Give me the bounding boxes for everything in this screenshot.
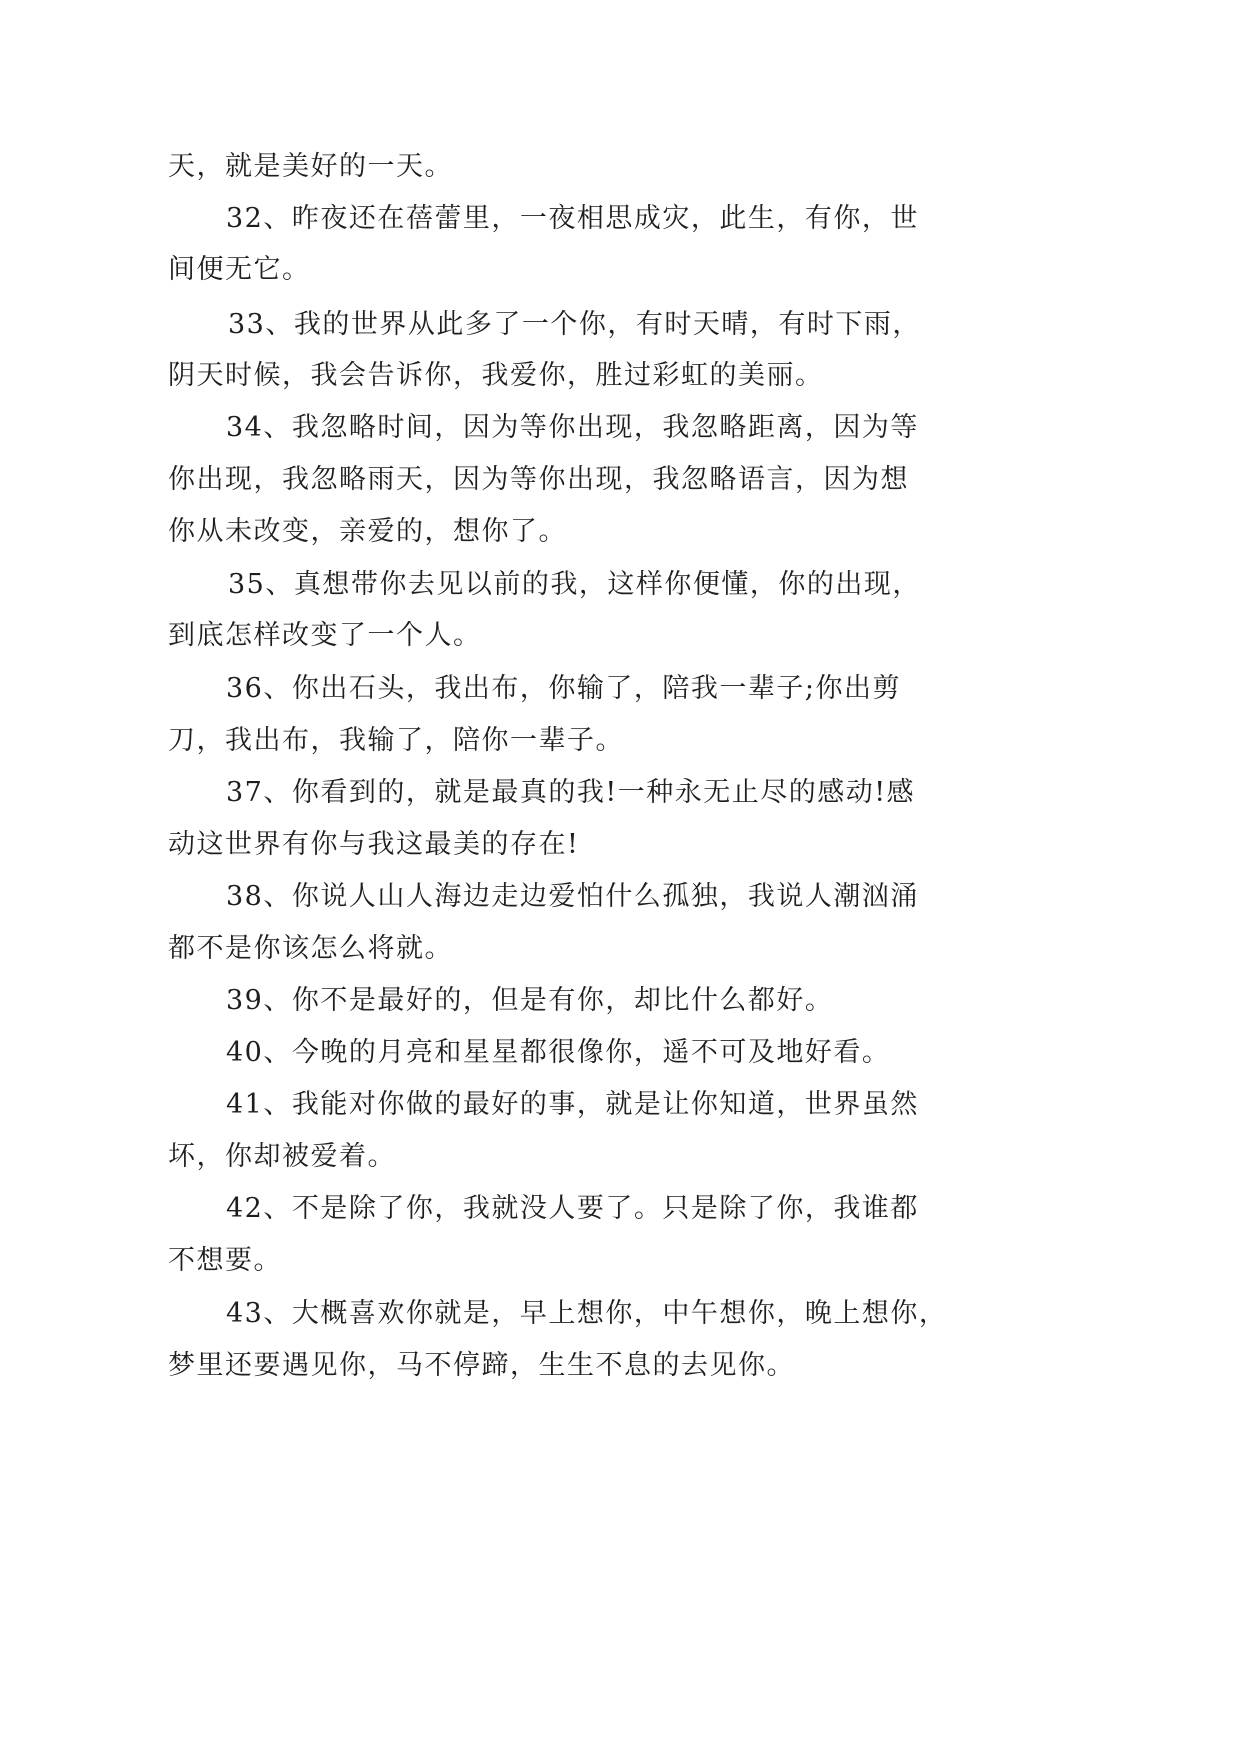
text-line: 阴天时候，我会告诉你，我爱你，胜过彩虹的美丽。 bbox=[168, 360, 824, 391]
text-line: 间便无它。 bbox=[168, 254, 311, 285]
text-line: 坏，你却被爱着。 bbox=[168, 1141, 396, 1172]
text-line: 刀，我出布，我输了，陪你一辈子。 bbox=[168, 725, 624, 756]
text-line: 39、你不是最好的，但是有你，却比什么都好。 bbox=[226, 985, 834, 1016]
text-line: 42、不是除了你，我就没人要了。只是除了你，我谁都 bbox=[226, 1193, 919, 1224]
text-line: 梦里还要遇见你，马不停蹄，生生不息的去见你。 bbox=[168, 1350, 795, 1381]
text-line: 32、昨夜还在蓓蕾里，一夜相思成灾，此生，有你，世 bbox=[226, 203, 919, 234]
text-line: 不想要。 bbox=[168, 1245, 282, 1276]
text-line: 36、你出石头，我出布，你输了，陪我一辈子;你出剪 bbox=[226, 673, 901, 704]
text-line: 41、我能对你做的最好的事，就是让你知道，世界虽然 bbox=[226, 1089, 919, 1120]
text-line: 你出现，我忽略雨天，因为等你出现，我忽略语言，因为想 bbox=[168, 464, 909, 495]
text-line: 到底怎样改变了一个人。 bbox=[168, 620, 482, 651]
text-line: 37、你看到的，就是最真的我!一种永无止尽的感动!感 bbox=[226, 777, 916, 808]
text-line: 38、你说人山人海边走边爱怕什么孤独，我说人潮汹涌 bbox=[226, 881, 919, 912]
text-line: 动这世界有你与我这最美的存在! bbox=[168, 829, 580, 860]
text-line: 33、我的世界从此多了一个你，有时天晴，有时下雨， bbox=[228, 309, 921, 340]
text-line: 都不是你该怎么将就。 bbox=[168, 933, 453, 964]
text-line: 34、我忽略时间，因为等你出现，我忽略距离，因为等 bbox=[226, 412, 919, 443]
text-line: 你从未改变，亲爱的，想你了。 bbox=[168, 516, 567, 547]
text-line: 43、大概喜欢你就是，早上想你，中午想你，晚上想你， bbox=[226, 1298, 948, 1329]
text-line: 40、今晚的月亮和星星都很像你，遥不可及地好看。 bbox=[226, 1037, 891, 1068]
text-line: 天，就是美好的一天。 bbox=[168, 151, 453, 182]
text-line: 35、真想带你去见以前的我，这样你便懂，你的出现， bbox=[228, 569, 921, 600]
